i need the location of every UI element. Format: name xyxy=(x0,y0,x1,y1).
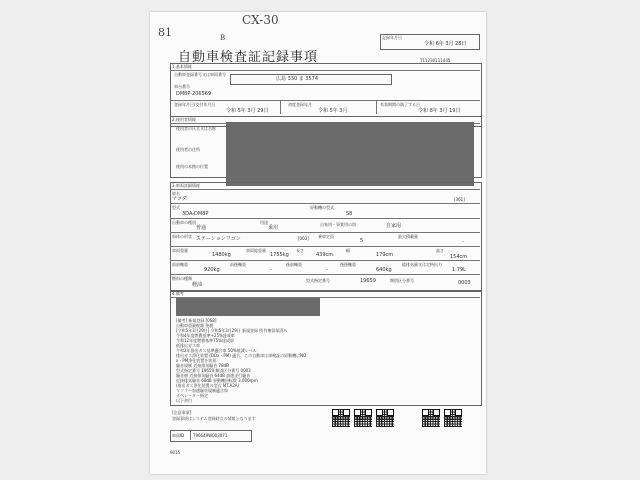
record-date-label: 記録年月日 xyxy=(382,35,402,40)
width-label: 幅 xyxy=(346,248,350,253)
expiry-value: 令和 8年 3月 19日 xyxy=(418,108,461,114)
remarks-heading: 4.備考 xyxy=(172,291,184,296)
maker-code: [361] xyxy=(454,197,465,202)
front-axle-label: 前前軸重 xyxy=(172,262,188,267)
class-number-label: 類別区分番号 xyxy=(390,278,414,283)
body-value: ステーションワゴン xyxy=(196,236,241,242)
remark-line: 自動車重量税額 免税 xyxy=(176,323,214,328)
fuel-value: 軽油 xyxy=(192,282,203,288)
notice-heading: [注意事項] xyxy=(172,410,192,415)
model-value: 3DA-DM8P xyxy=(182,211,209,217)
front-rear-axle-label: 前後軸重 xyxy=(230,262,246,267)
user-address-label: 使用者の住所 xyxy=(176,147,200,152)
rear-axle-value: 640kg xyxy=(376,267,392,273)
maker-value: マツダ xyxy=(172,196,187,202)
weight-label: 車両重量 xyxy=(172,248,188,253)
max-load-label: 最大積載量 xyxy=(398,234,418,239)
remark-line: 令和2年排出ガス基準適合車 50%低減レベル xyxy=(176,348,257,353)
type-number-label: 型式指定番号 xyxy=(306,278,330,283)
reg-number-value: 広島 330 ま 3574 xyxy=(276,76,319,82)
kind-value: 普通 xyxy=(196,225,207,231)
qr-code-icon xyxy=(376,409,394,427)
reg-number-label: 自動車登録番号又は車両番号 xyxy=(174,72,226,77)
inspection-record-sheet xyxy=(150,12,486,474)
gross-weight-value: 1755kg xyxy=(270,252,289,258)
front-axle-value: 920kg xyxy=(204,267,220,273)
first-year-label: 初度登録年月 xyxy=(288,102,312,107)
rear-front-axle-value: - xyxy=(326,267,328,273)
vin-value: DM8P-206569 xyxy=(176,91,212,97)
max-load-value: - xyxy=(462,239,464,245)
width-value: 179cm xyxy=(376,252,394,258)
front-rear-axle-value: - xyxy=(270,267,272,273)
remark-line: マフラー加速騒音規制適合車 xyxy=(176,388,228,393)
remarks-list xyxy=(176,318,476,404)
use-value: 乗用 xyxy=(268,225,279,231)
qr-code-icon xyxy=(444,409,462,427)
handwritten-number: 81 xyxy=(158,26,172,39)
remark-line: x・PM浄化装置を装着 xyxy=(176,358,217,363)
use-label: 用途 xyxy=(260,220,268,225)
remark-line: オペレーター指定 xyxy=(176,393,208,398)
remark-line: 以下余白 xyxy=(176,398,192,403)
handwritten-mark: B xyxy=(220,34,226,42)
class-number-value: 0003 xyxy=(458,280,471,286)
displacement-label: 総排気量又は定格出力 xyxy=(402,262,442,267)
body-code: [003] xyxy=(298,236,309,241)
qr-code-icon xyxy=(422,409,440,427)
first-reg-label: 登録年月日/交付年月日 xyxy=(174,102,216,107)
notice-text: 登録事項はシステム登録時点の情報となります xyxy=(172,416,256,421)
user-name-label: 使用者の氏名又は名称 xyxy=(176,126,216,131)
document-title: 自動車検査証記録事項 xyxy=(178,50,319,65)
record-date-value: 令和 6年 3月 28日 xyxy=(424,41,467,47)
length-value: 439cm xyxy=(316,252,334,258)
qr-code-icon xyxy=(332,409,350,427)
use-base-label: 使用の本拠の位置 xyxy=(176,164,208,169)
remark-line: 低排出ガス車 xyxy=(176,343,200,348)
weight-value: 1480kg xyxy=(212,252,231,258)
length-label: 長さ xyxy=(296,248,304,253)
capacity-label: 乗車定員 xyxy=(318,234,334,239)
purpose-label: 自家用・事業用の別 xyxy=(320,222,356,227)
vin-label: 車台番号 xyxy=(174,84,190,89)
maker-label: 車名 xyxy=(172,191,180,196)
remark-line: 近接排気騒音 68dB 原動機回転数 3,000rpm xyxy=(176,378,258,383)
expiry-label: 有効期間の満了する日 xyxy=(380,102,420,107)
document-id: T11230111445 xyxy=(420,58,451,63)
height-value: 154cm xyxy=(450,254,468,260)
model-label: 型式 xyxy=(172,205,180,210)
basic-info-heading: 1.基本情報 xyxy=(172,64,192,69)
user-info-heading: 2.使用者情報 xyxy=(172,117,196,122)
remark-line: [令和5年3月29日] 令和5年3月29日 新規登録 所有権留保済み xyxy=(176,328,288,333)
first-year-value: 令和 5年 3月 xyxy=(318,108,348,114)
gross-weight-label: 車両総重量 xyxy=(246,248,266,253)
remark-line: (排出ガス浄化装置の型式 MT.A2A) xyxy=(176,383,240,388)
redacted-remarks xyxy=(176,298,320,316)
fuel-label: 燃料の種類 xyxy=(172,276,192,281)
remark-line: 令和4年度燃費基準+25%達成車 xyxy=(176,333,235,338)
rear-axle-label: 後後軸重 xyxy=(340,262,356,267)
rear-front-axle-label: 後前軸重 xyxy=(286,262,302,267)
vehicle-id-value: T96649W003071 xyxy=(193,433,228,438)
purpose-value: 自家用 xyxy=(386,223,402,229)
body-label: 車体の形状 xyxy=(172,234,192,239)
engine-value: S8 xyxy=(346,211,353,217)
kind-label: 自動車の種別 xyxy=(172,220,196,225)
remark-line: 排出ガス浄化装置 (DOx・PM) 適合、この自動車は車検証の原動機にNO xyxy=(176,353,307,358)
remark-line: 令和12年度燃費基準75%達成車 xyxy=(176,338,234,343)
type-number-value: 19659 xyxy=(360,278,376,284)
vehicle-id-label: 車両ID xyxy=(172,433,185,438)
remark-line: 騒音規制 近接排気騒音 78dB xyxy=(176,363,229,368)
engine-label: 原動機の型式 xyxy=(310,205,334,210)
qr-code-icon xyxy=(354,409,372,427)
height-label: 高さ xyxy=(436,248,444,253)
remark-line: 型式指定番号 19659 類別区分番号 0003 xyxy=(176,368,251,373)
first-reg-value: 令和 5年 3月 29日 xyxy=(226,108,269,114)
handwritten-model: CX-30 xyxy=(242,13,279,27)
remark-line: [備考] 新規登録 [0S8] xyxy=(176,318,217,323)
capacity-value: 5 xyxy=(360,238,364,244)
redacted-user-info xyxy=(226,122,474,186)
vehicle-detail-heading: 3.車両詳細情報 xyxy=(172,183,200,188)
displacement-value: 1.79L xyxy=(452,267,466,273)
page-code: 9015 xyxy=(170,450,181,455)
remark-line: 騒音値 近接排気騒音 64dB 加速走行騒音 xyxy=(176,373,251,378)
